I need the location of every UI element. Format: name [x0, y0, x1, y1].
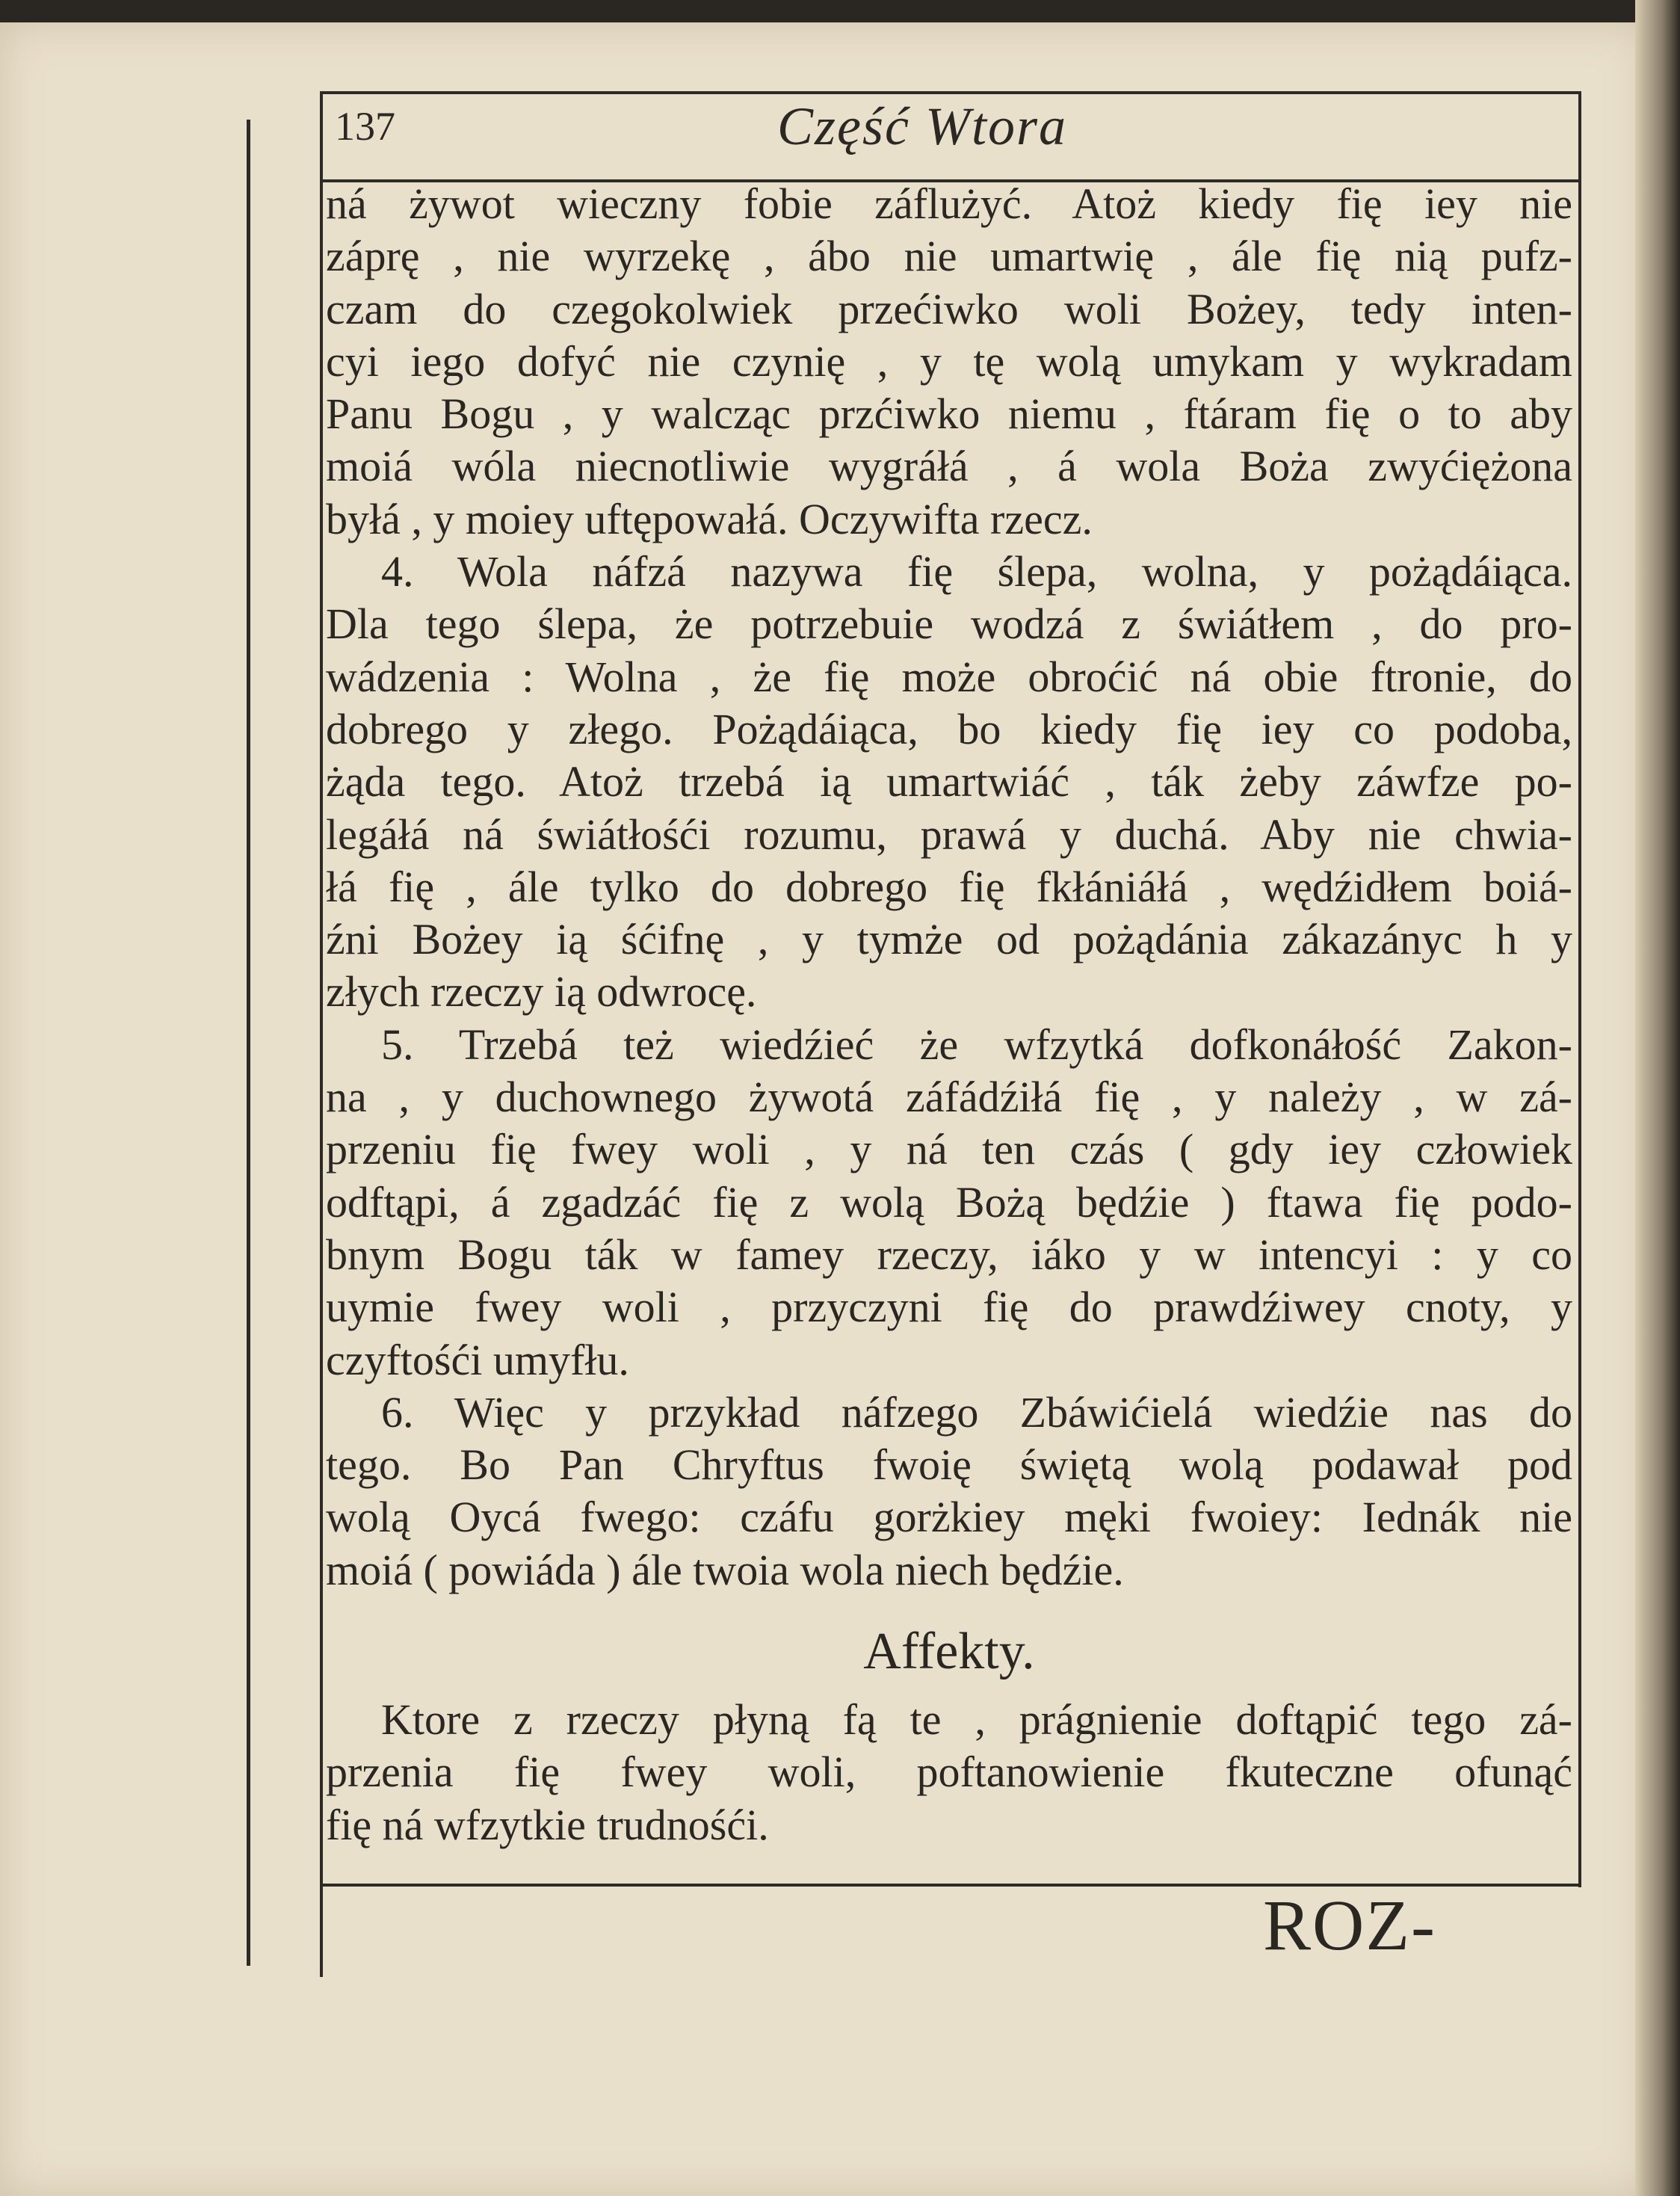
text-line: czyftośći umyfłu. [326, 1335, 629, 1384]
text-line: żąda tego. Atoż trzebá ią umartwiáć , ták żeby záwfze po- [326, 757, 1572, 806]
text-line: na , y duchownego żywotá záfádźiłá fię , y należy , w zá- [326, 1073, 1572, 1122]
text-line: fię ná wfzytkie trudnośći. [326, 1800, 769, 1849]
text-line: byłá , y moiey uftępowałá. Oczywifta rzecz. [326, 494, 1093, 543]
text-line: przenia fię fwey woli, poftanowienie fkuteczne ofunąć [326, 1748, 1572, 1797]
text-line: odftąpi, á zgadzáć fię z wolą Bożą będźie ) ftawa fię podo- [326, 1177, 1572, 1227]
text-line: łá fię , ále tylko do dobrego fię fkłániáłá , wędźidłem boiá- [326, 862, 1572, 911]
text-line: ná żywot wieczny fobie záflużyć. Atoż kiedy fię iey nie [326, 179, 1572, 228]
catchword: ROZ- [1263, 1885, 1436, 1965]
page-number: 137 [335, 104, 395, 149]
frame-left-inner-rule [320, 93, 323, 1977]
text-line: czam do czegokolwiek przećiwko woli Bożey, tedy inten- [326, 284, 1572, 333]
text-line: 6. Więc y przykład náfzego Zbáwićielá wiedźie nas do [381, 1387, 1572, 1437]
text-line: dobrego y złego. Pożądáiąca, bo kiedy fię iey co podoba, [326, 704, 1572, 753]
affekty-paragraph [326, 1694, 1572, 1851]
text-line: moiá ( powiáda ) ále twoia wola niech będźie. [326, 1545, 1124, 1594]
page-edge-shadow [1635, 0, 1680, 2196]
text-line: bnym Bogu ták w famey rzeczy, iáko y w intencyi : y co [326, 1230, 1572, 1279]
text-line: przeniu fię fwey woli , y ná ten czás ( gdy iey człowiek [326, 1125, 1572, 1174]
frame-left-outer-rule [247, 120, 250, 1966]
text-line: legáłá ná świátłośći rozumu, prawá y duchá. Aby nie chwia- [326, 809, 1572, 859]
text-line: źni Bożey ią śćifnę , y tymże od pożądánia zákazányc h y [326, 915, 1572, 964]
text-line: złych rzeczy ią odwrocę. [326, 967, 757, 1017]
section-heading: Affekty. [863, 1623, 1035, 1681]
text-line: 5. Trzebá też wiedźieć że wfzytká dofkonáłość Zakon- [381, 1020, 1572, 1069]
frame-right-rule [1578, 93, 1581, 1887]
running-title: Część Wtora [777, 96, 1067, 156]
text-line: tego. Bo Pan Chryftus fwoię świętą wolą podawał pod [326, 1440, 1572, 1490]
header-top-rule [320, 91, 1581, 94]
text-line: Dla tego ślepa, że potrzebuie wodzá z świátłem , do pro- [326, 599, 1572, 649]
text-line: moiá wóla niecnotliwie wygráłá , á wola Boża zwyćiężona [326, 442, 1572, 491]
text-line: Panu Bogu , y walcząc przćiwko niemu , ftáram fię o to aby [326, 389, 1572, 439]
body-text [326, 178, 1572, 1851]
text-line: cyi iego dofyć nie czynię , y tę wolą umykam y wykradam [326, 336, 1572, 386]
text-line: záprę , nie wyrzekę , ábo nie umartwię , ále fię nią pufz- [326, 232, 1572, 281]
text-line: uymie fwey woli , przyczyni fię do prawdźiwey cnoty, y [326, 1283, 1572, 1332]
text-line: 4. Wola náfzá nazywa fię ślepa, wolna, y pożądáiąca. [381, 547, 1572, 596]
body-paragraphs [326, 178, 1572, 1597]
text-line: wádzenia : Wolna , że fię może obroćić ná obie ftronie, do [326, 652, 1572, 701]
text-line: Ktore z rzeczy płyną fą te , prágnienie doftąpić tego zá- [381, 1695, 1572, 1745]
text-line: wolą Oycá fwego: czáfu gorżkiey męki fwoiey: Iednák nie [326, 1493, 1572, 1542]
